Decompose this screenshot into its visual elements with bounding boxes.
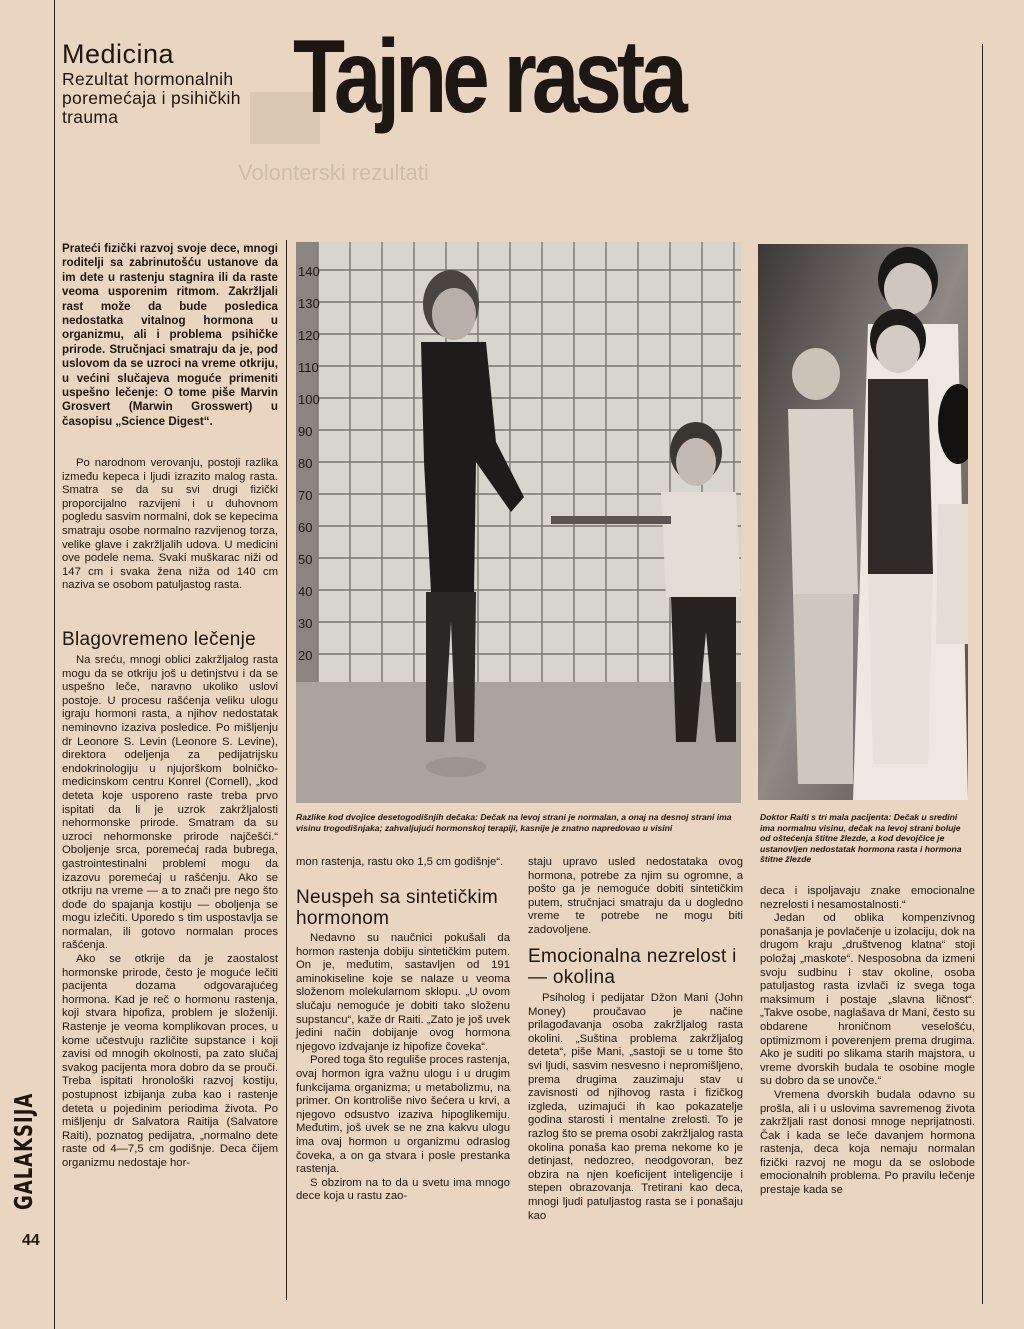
paragraph: Pored toga što reguliše proces rastenja, ovaj hormon igra važnu ulogu i u drugim funkcijama organizma; u metabolizmu, na primer. On kontroliše nivo šećera u krvi, a njegovo odsustvo izaziva hipoglikemiju. Međutim, još uvek se ne zna kakvu ulogu ima ovaj hormon u organizmu odraslog čoveka, a on ga stvara i posle prestanka rastenja. bbox=[296, 1054, 510, 1176]
show-through-text: Volonterski rezultati bbox=[238, 160, 429, 185]
column-rule-1 bbox=[286, 240, 287, 1300]
ruler-label: 50 bbox=[298, 552, 313, 567]
paragraph: staju upravo usled nedostataka ovog hormona, potrebe za njim su ogromne, a pošto ga je nemoguće dobiti sintetičkim putem, stručnjaci smatraju da u dogledno vreme te potrebe ne mogu biti zadovoljene. bbox=[528, 856, 743, 936]
ruler-label: 130 bbox=[298, 296, 320, 311]
ruler-label: 120 bbox=[298, 328, 320, 343]
column-3-part-1 bbox=[528, 856, 743, 938]
photo-boys-height-chart bbox=[296, 242, 741, 803]
column-2-part-1 bbox=[296, 856, 510, 870]
ruler-label: 70 bbox=[298, 488, 313, 503]
page-number: 44 bbox=[22, 1232, 40, 1249]
column-4 bbox=[760, 885, 975, 1198]
paragraph: Po narodnom verovanju, postoji razlika između kepeca i ljudi izrazito malog rasta. Smatra se da su svi drugi fizički proporcijalno razvijeni i u duhovnom pogledu sasvim normalni, dok se kepecima smatraju osobe normalno razvijenog torza, velike glave i zakržljalih udova. U medicini ove podele nema. Svaki muškarac niži od 147 cm i svaka žena niža od 140 cm naziva se osobom patuljastog rasta. bbox=[62, 457, 279, 592]
subheading-neuspeh: Neuspeh sa sintetičkim hormonom bbox=[296, 887, 498, 929]
paragraph: Na sreću, mnogi oblici zakržljalog rasta mogu da se otkriju još u detinjstvu i da se uspešno leče, naravno ukoliko uslovi postoje. U procesu rašćenja veliku ulogu igraju hormoni rasta, a njihov nedostatak neminovno izaziva posledice. Po mišljenju dr Leonore S. Levin (Leonore S. Levine), direktora odeljenja za pedijatrijsku endokrinologiju u njujorškom bolničko-medicinskom centru Konrel (Cornell), „kod deteta koje usporeno raste treba prvo ispitati da li je uzrok zakržljalosti nehormonske prirode. Smatram da su uzroci nehormonske prirode najčešći.“ Oboljenje srca, poremećaj rada bubrega, gastrointestinalni problemi mogu da izazovu poremećaj u rašćenju. Ako se otkriju na vreme — a to znači pre nego što dođe do spajanja kostiju — oboljenja se mogu izlečiti. Uporedo s tim uspostavlja se normalan, ili gotovo normalan proces rašćenja. bbox=[62, 654, 278, 952]
section-subtitle: Rezultat hormonalnih poremećaja i psihičkih trauma bbox=[62, 69, 241, 127]
column-1-part-1 bbox=[62, 457, 278, 593]
paragraph: Vremena dvorskih budala odavno su prošla, ali i u uslovima savremenog života zakržljali rast donosi mnoge neprijatnosti. Čak i kada se leče davanjem hormona rastenja, deca koja nemaju normalan fizički razvoj ne mogu da se oslobode emocionalnih problema. Po pravilu lečenje prestaje kada se bbox=[760, 1088, 975, 1197]
column-3-part-2 bbox=[528, 992, 743, 1223]
paragraph: Psiholog i pedijatar Džon Mani (John Money) proučavao je načine prilagođavanja osoba zakržljalog rasta okolini. „Suština problema zakržljalog deteta“, piše Mani, „sastoji se u tome što svi ljudi, sasvim nesvesno i nepromišljeno, prema drugima zauzimaju stav u zavisnosti od njihovog rasta i fizičkog izgleda, uzimajući ih kao pokazatelje godina starosti i mentalne zrelosti. To je razlog što se prema osobi zakržljalog rasta okolina ponaša kao prema nekome ko je detinjast, nedozreo, neodgovoran, bez obzira na njen koeficijent inteligencije i stepen obrazovanja. Tretirani kao deca, mnogi ljudi patuljastog rasta se i ponašaju kao bbox=[528, 992, 743, 1222]
right-margin-rule bbox=[982, 44, 983, 1304]
photo-2-caption: Doktor Raiti s tri mala pacijenta: Dečak u sredini ima normalnu visinu, dečak na levoj strani boluje od oštećenja štitne žlezde, a kod devojčice je ustanovljen nedostatak hormona rasta i hormona štitne žlezde bbox=[760, 812, 962, 865]
ruler-label: 140 bbox=[298, 264, 320, 279]
magazine-name bbox=[9, 1092, 50, 1210]
paragraph: Jedan od oblika kompenzivnog ponašanja je povlačenje u izolaciju, dok na drugom kraju „društvenog klatna“ stoji položaj „maskote“. Nesposobna da izmeni svoju sudbinu i stav okoline, osoba patuljastog rasta izvlači iz svega toga maksimum i postaje „slavna ličnost“. „Takve osobe, naglašava dr Mani, često su obdarene hroničnom veselošću, optimizmom i poverenjem prema drugima. Ako je suditi po slikama starih majstora, u vreme dvorskih budala te osobine mogle su dobro da se unovče.“ bbox=[760, 912, 975, 1088]
lede-paragraph: Prateći fizički razvoj svoje dece, mnogi roditelji sa zabrinutošću ustanove da im dete u rastenju stagnira ili da raste veoma usporenim ritmom. Zakržljali rast može da bude posledica nedostatka vitalnog hormona u organizmu, ali i problema psihičke prirode. Stručnjaci smatraju da je, pod uslovom da se uzroci na vreme otkriju, u većini slučajeva moguće primeniti uspešno lečenje: O tome piše Marvin Grosvert (Marwin Grosswert) u časopisu „Science Digest“. bbox=[62, 242, 278, 428]
ruler-label: 40 bbox=[298, 584, 313, 599]
ruler-label: 110 bbox=[298, 360, 319, 375]
paragraph: S obzirom na to da u svetu ima mnogo dece koja u rastu zao- bbox=[296, 1176, 510, 1203]
section-title: Medicina bbox=[62, 39, 175, 69]
photo-doctor-patients bbox=[758, 244, 968, 800]
height-chart-photo bbox=[296, 242, 741, 803]
ruler-label: 90 bbox=[298, 424, 313, 439]
left-margin-rule bbox=[54, 0, 55, 1329]
paragraph: mon rastenja, rastu oko 1,5 cm godišnje“. bbox=[296, 856, 504, 868]
magazine-logo-text: GALAKSIJA bbox=[9, 1092, 40, 1210]
paragraph: Ako se otkrije da je zaostalost hormonske prirode, često je moguće lečiti pacijenta dozama odgovarajućeg hormona. Kad je reč o hormonu rastenja, koji stvara hipofiza, problem je složeniji. Rastenje je veoma komplikovan proces, u kome učestvuju različite supstance i koji zavisi od mnogih okolnosti, pa zato slučaj svakog pacijenta mora dobro da se prouči. Treba ispitati hronološki razvoj kostiju, postupnost izbijanja zuba kao i rastenje deteta u pojedinim periodima života. Po mišljenju dr Salvatora Raitija (Salvatore Raiti), poznatog pedijatra, „normalno dete raste od 4—7,5 cm godišnje. Deca čijem organizmu nedostaje hor- bbox=[62, 953, 278, 1169]
ruler-label: 80 bbox=[298, 456, 313, 471]
subheading-blagovremeno: Blagovremeno lečenje bbox=[62, 629, 257, 650]
column-2-part-2 bbox=[296, 932, 510, 1204]
paragraph: deca i ispoljavaju znake emocionalne nezrelosti i nesamostalnosti.“ bbox=[760, 885, 975, 911]
doctor-photo bbox=[758, 244, 968, 800]
photo-1-caption: Razlike kod dvojice desetogodišnjih dečaka: Dečak na levoj strani je normalan, a onaj na desnoj strani ima visinu trogodišnjaka; zahvaljujući hormonskoj terapiji, kasnije je znatno napredovao u visini bbox=[296, 812, 732, 833]
ruler-label: 30 bbox=[298, 616, 313, 631]
subheading-emocionalna: Emocionalna nezrelost i — okolina bbox=[528, 946, 737, 988]
ruler-label: 60 bbox=[298, 520, 313, 535]
ruler-label: 20 bbox=[298, 648, 313, 663]
paragraph: Nedavno su naučnici pokušali da hormon rastenja dobiju sintetičkim putem. On je, međutim, sastavljen od 191 aminokiseline koje se nalaze u veoma složenom molekularnom sklopu. „U ovom slučaju nemoguće je dobiti tako složenu supstancu“, kaže dr Raiti. „Zato je još uvek jedini način dobijanje ovog hormona njegovo izdvajanje iz hipofize čoveka“. bbox=[296, 932, 510, 1053]
ruler-label: 100 bbox=[298, 392, 320, 407]
headline: Tajne rasta bbox=[293, 19, 683, 135]
column-1-part-2 bbox=[62, 654, 278, 1171]
